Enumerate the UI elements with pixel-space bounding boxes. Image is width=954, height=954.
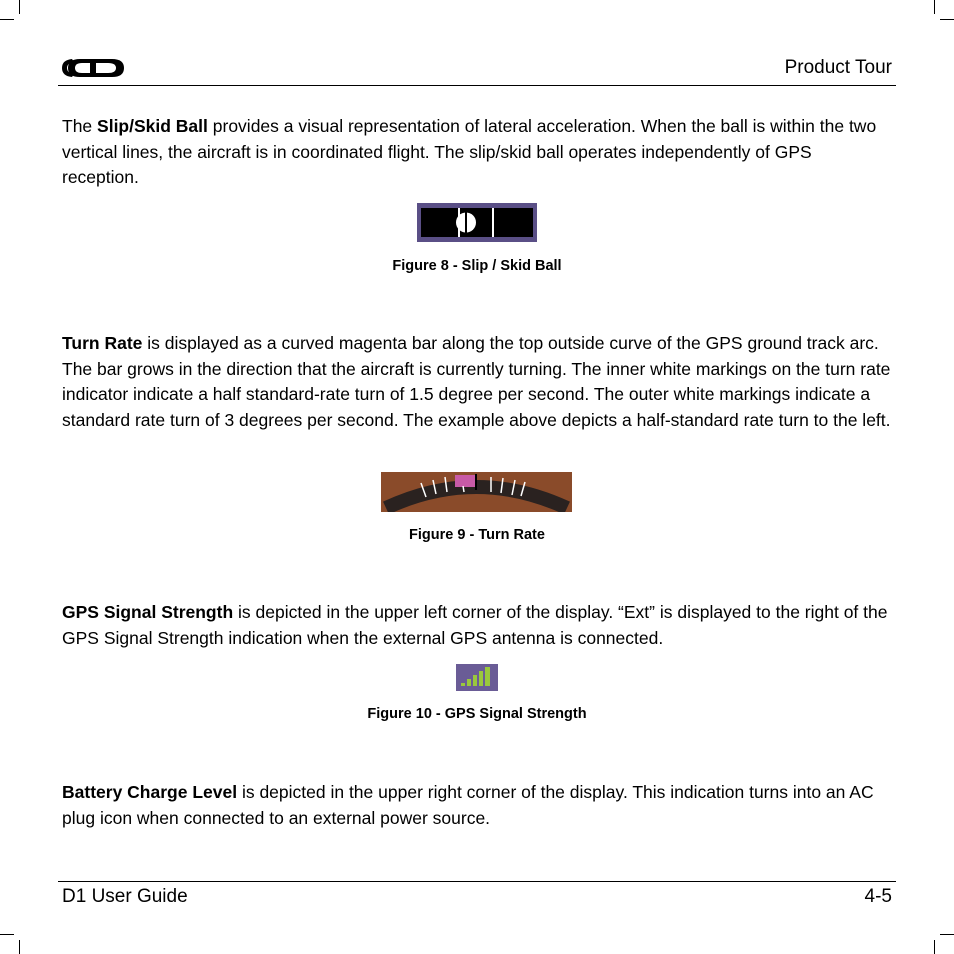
footer-divider — [58, 881, 896, 882]
gps-signal-term: GPS Signal Strength — [62, 602, 234, 622]
slip-skid-term: Slip/Skid Ball — [97, 116, 208, 136]
gps-signal-paragraph: GPS Signal Strength is depicted in the upper left corner of the display. “Ext” is displayed to the right of the GPS Signal Strength indication when the external GPS antenna is connected. — [62, 602, 888, 648]
turn-rate-term: Turn Rate — [62, 333, 143, 353]
crop-mark — [0, 19, 14, 20]
crop-mark — [0, 934, 14, 935]
gps-signal-strength-figure — [456, 664, 498, 691]
slip-skid-paragraph: The Slip/Skid Ball provides a visual representation of lateral acceleration. When the ball is within the two vertical lines, the aircraft is in coordinated flight. The slip/skid ball operates independently of GPS reception. — [62, 116, 877, 187]
figure-8-caption: Figure 8 - Slip / Skid Ball — [392, 258, 562, 274]
turn-rate-figure — [381, 472, 572, 512]
slip-skid-ball-figure — [417, 203, 537, 242]
turn-rate-paragraph: Turn Rate is displayed as a curved magenta bar along the top outside curve of the GPS ground track arc. The bar grows in the direction that the aircraft is currently turning. The inner white markings on the turn rate indicator indicate a half standard-rate turn of 1.5 degree per second. The outer white markings indicate a standard rate turn of 3 degrees per second. The example above depicts a half-standard rate turn to the left. — [62, 333, 891, 430]
figure-9-caption: Figure 9 - Turn Rate — [409, 527, 545, 543]
brand-logo — [60, 56, 126, 80]
document-title: D1 User Guide — [62, 886, 188, 907]
battery-paragraph: Battery Charge Level is depicted in the upper right corner of the display. This indication turns into an AC plug icon when connected to an external power source. — [62, 782, 874, 828]
section-title: Product Tour — [784, 57, 892, 78]
crop-mark — [934, 0, 935, 14]
crop-mark — [940, 19, 954, 20]
crop-mark — [19, 940, 20, 954]
battery-term: Battery Charge Level — [62, 782, 238, 802]
crop-mark — [19, 0, 20, 14]
header-divider — [58, 85, 896, 86]
crop-mark — [934, 940, 935, 954]
figure-10-caption: Figure 10 - GPS Signal Strength — [367, 706, 587, 722]
crop-mark — [940, 934, 954, 935]
page-number: 4-5 — [864, 886, 892, 907]
